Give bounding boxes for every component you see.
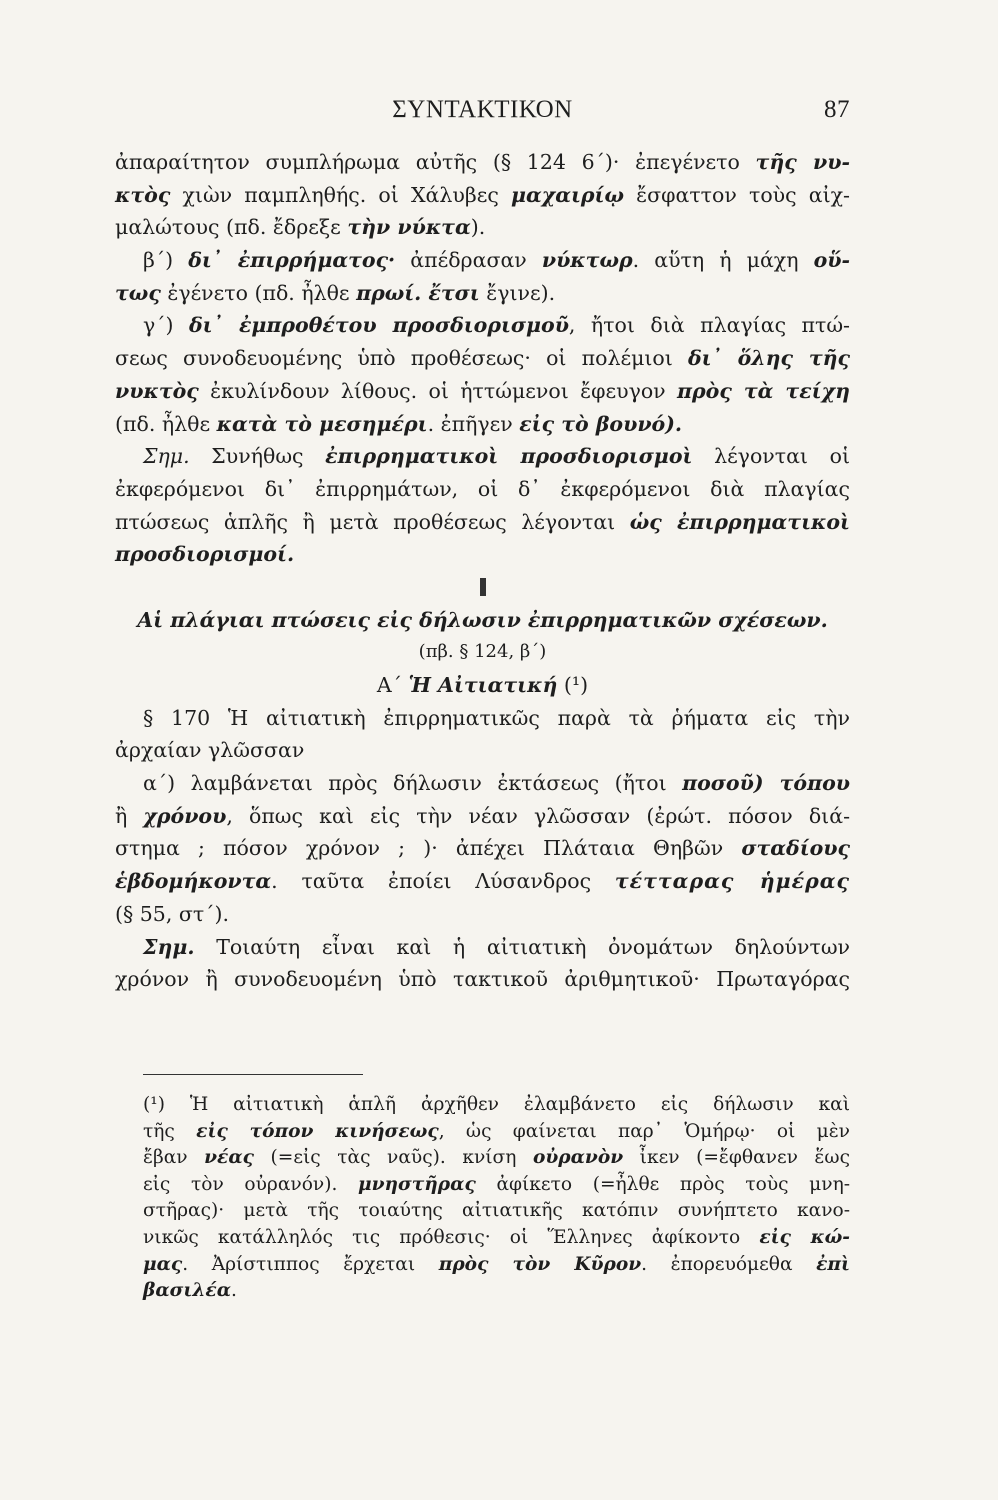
section-heading: Αἱ πλάγιαι πτώσεις εἰς δήλωσιν ἐπιρρηματικῶν σχέσεων. [137, 607, 828, 632]
text-line [115, 211, 850, 244]
footnote-line [143, 1225, 850, 1252]
bold-italic-span: χρόνου [143, 803, 227, 828]
text-span: ἐκφερόμενοι δι᾿ ἐπιρρημάτων, οἱ δ᾿ ἐκφερόμενοι διὰ πλαγίας [115, 476, 850, 501]
subsection-heading [115, 669, 850, 702]
bold-italic-span: δι᾿ ἐπιρρήματος· [188, 248, 396, 273]
text-span: (=εἰς τὰς ναῦς). κνίση [253, 1147, 533, 1169]
text-span: α΄) λαμβάνεται πρὸς δήλωσιν ἐκτάσεως (ἤτοι [143, 771, 683, 796]
text-line [115, 473, 850, 506]
text-span: πτώσεως ἁπλῆς ἢ μετὰ προθέσεως λέγονται [115, 509, 630, 534]
bold-italic-span: κτὸς [115, 182, 171, 207]
bold-italic-span: νυκτὸς [115, 378, 199, 403]
text-span: , ἤτοι διὰ πλαγίας πτώ- [568, 313, 850, 338]
footnote-line [143, 1172, 850, 1199]
bold-italic-span: δι᾿ ἐμπροθέτου προσδιορισμοῦ [189, 313, 569, 338]
text-span: ἐγένετο (πδ. ἦλθε [160, 280, 357, 305]
bold-italic-span: οὐρανὸν [532, 1147, 624, 1169]
text-span: Α΄ [376, 673, 409, 697]
text-line [115, 342, 850, 375]
text-span: στημα ; πόσον χρόνον ; )· ἀπέχει Πλάταια Θηβῶν [115, 836, 742, 861]
bold-italic-span: δι᾿ ὅλης τῆς [687, 346, 850, 371]
running-header [115, 96, 850, 132]
text-line [115, 375, 850, 408]
text-span: , ὅπως καὶ εἰς τὴν νέαν γλῶσσαν (ἐρώτ. πόσον διά- [226, 803, 850, 828]
bold-italic-span: ἑβδομήκοντα [115, 869, 272, 894]
text-span: ἔβαν [143, 1147, 205, 1169]
text-span: ἶκεν (=ἔφθανεν ἕως [623, 1147, 850, 1169]
text-line [115, 538, 850, 571]
bold-italic-span: πρὸς τὸν Κῦρον [438, 1253, 642, 1275]
bold-italic-span: ἐπὶ [816, 1253, 850, 1275]
text-line [115, 832, 850, 865]
text-line [115, 898, 850, 931]
text-line [115, 767, 850, 800]
text-span: μαλώτους (πδ. ἔδρεξε [115, 215, 348, 240]
bold-italic-span: εἰς κώ- [759, 1226, 850, 1248]
text-span: β΄) [143, 248, 189, 273]
text-span: σεως συνοδευομένης ὑπὸ προθέσεως· οἱ πολέμιοι [115, 346, 688, 371]
text-line [115, 408, 850, 441]
bold-italic-span: τως [115, 280, 161, 305]
text-span: στῆρας)· μετὰ τῆς τοιαύτης αἰτιατικῆς κατόπιν συνήπτετο κανο- [143, 1200, 850, 1222]
text-span: εἰς τὸν οὐρανόν). [143, 1173, 359, 1195]
text-span: ἀρχαίαν γλῶσσαν [115, 738, 305, 763]
text-span: ἐκυλίνδουν λίθους. οἱ ἡττώμενοι ἔφευγον [198, 378, 678, 403]
text-span: Συνήθως [189, 444, 326, 469]
text-span: νικῶς κατάλληλός τις πρόθεσις· οἱ Ἕλληνες ἀφίκοντο [143, 1226, 760, 1248]
text-span: (πδ. ἦλθε [115, 411, 217, 436]
bold-italic-span: ἐπιρρηματικοὶ προσδιορισμοὶ [325, 444, 693, 469]
text-span: (¹) Ἡ αἰτιατικὴ ἁπλῆ ἀρχῆθεν ἐλαμβάνετο εἰς δήλωσιν καὶ [143, 1094, 850, 1115]
cross-reference: (πβ. § 124, β΄) [418, 641, 547, 663]
bold-italic-span: τέτταρας ἡμέρας [614, 869, 850, 894]
bold-italic-span: πρωί. ἔτσι [356, 280, 480, 305]
bold-italic-span: κατὰ τὸ μεσημέρι [216, 411, 428, 436]
text-span: . αὕτη ἡ μάχη [632, 248, 814, 273]
text-line [115, 309, 850, 342]
bold-italic-span: βασιλέα [143, 1280, 232, 1302]
text-span: ἢ [115, 803, 144, 828]
footnote-line [143, 1119, 850, 1146]
text-span: ). [470, 215, 486, 240]
text-span: . ἐπῆγεν [427, 411, 520, 436]
text-span: . ἐπορευόμεθα [641, 1253, 817, 1275]
bold-italic-span: Ἡ Αἰτιατική [408, 673, 558, 697]
text-span: γ΄) [143, 313, 189, 338]
text-span: ἀπέδρασαν [395, 248, 542, 273]
page-number: 87 [824, 96, 850, 123]
bold-italic-span: τῆς νυ- [755, 150, 851, 174]
footnote-divider [143, 1074, 363, 1075]
text-span: . [231, 1280, 237, 1302]
bold-italic-span: νύκτωρ [541, 248, 633, 273]
footnote-line [143, 1145, 850, 1172]
page-title: ΣΥΝΤΑΚΤΙΚΟΝ [392, 96, 573, 123]
text-span: (§ 55, στ΄). [115, 901, 229, 926]
bold-italic-span: τὴν νύκτα [347, 215, 471, 240]
main-text [115, 146, 850, 996]
text-line [115, 963, 850, 996]
text-span: . ταῦτα ἐποίει Λύσανδρος [271, 869, 615, 894]
bold-italic-span: πρὸς τὰ τείχη [677, 378, 850, 403]
bold-italic-span: μας [143, 1253, 183, 1275]
text-span: ἔσφαττον τοὺς αἰχ- [624, 182, 850, 207]
bold-italic-span: σταδίους [741, 836, 850, 861]
bold-italic-span: προσδιορισμοί. [115, 542, 295, 567]
footnote [143, 1092, 850, 1305]
ornament-mark [480, 578, 486, 596]
bold-italic-span: Σημ. [143, 934, 195, 959]
text-line [115, 277, 850, 310]
bold-italic-span: ὡς ἐπιρρηματικοὶ [629, 509, 850, 534]
footnote-ref: (¹) [557, 673, 589, 697]
text-span: , ὡς φαίνεται παρ᾿ Ὁμήρῳ· οἱ μὲν [438, 1120, 850, 1142]
text-span: § 170 Ἡ αἰτιατικὴ ἐπιρρηματικῶς παρὰ τὰ ῥήματα εἰς τὴν [143, 705, 850, 730]
text-span: . Ἀρίστιππος ἔρχεται [182, 1253, 439, 1275]
bold-italic-span: μνηστῆρας [358, 1173, 476, 1195]
text-span: χρόνον ἢ συνοδευομένη ὑπὸ τακτικοῦ ἀριθμητικοῦ· Πρωταγόρας [115, 967, 850, 992]
text-span: ἔγινε). [479, 280, 556, 305]
bold-italic-span: εἰς τόπον κινήσεως [196, 1120, 439, 1142]
text-line [115, 931, 850, 964]
text-line [115, 179, 850, 212]
text-line [115, 865, 850, 898]
text-line [115, 440, 850, 473]
bold-italic-span: ποσοῦ) τόπου [682, 771, 850, 796]
text-span: Τοιαύτη εἶναι καὶ ἡ αἰτιατικὴ ὀνομάτων δηλούντων [194, 934, 850, 959]
bold-italic-span: οὕ- [813, 248, 850, 273]
footnote-line [143, 1252, 850, 1279]
text-line [115, 506, 850, 539]
section-ornament [115, 571, 850, 604]
text-span: ἀφίκετο (=ἦλθε πρὸς τοὺς μνη- [475, 1173, 850, 1195]
footnote-line [143, 1198, 850, 1225]
bold-italic-span: μαχαιρίῳ [510, 182, 624, 207]
text-span: λέγονται οἱ [692, 444, 850, 469]
bold-italic-span: νέας [204, 1147, 254, 1169]
footnote-line [143, 1092, 850, 1119]
text-line [115, 244, 850, 277]
text-line [115, 702, 850, 735]
bold-italic-span: εἰς τὸ βουνό). [519, 411, 683, 436]
text-span: τῆς [143, 1120, 197, 1142]
text-span: χιὼν παμπληθής. οἱ Χάλυβες [170, 182, 511, 207]
text-line [115, 146, 850, 179]
text-span: ἀπαραίτητον συμπλήρωμα αὐτῆς (§ 124 6΄)· ἐπεγένετο [115, 150, 756, 174]
italic-span: Σημ. [143, 444, 190, 469]
text-line [115, 734, 850, 767]
text-line [115, 800, 850, 833]
footnote-line [143, 1278, 850, 1305]
